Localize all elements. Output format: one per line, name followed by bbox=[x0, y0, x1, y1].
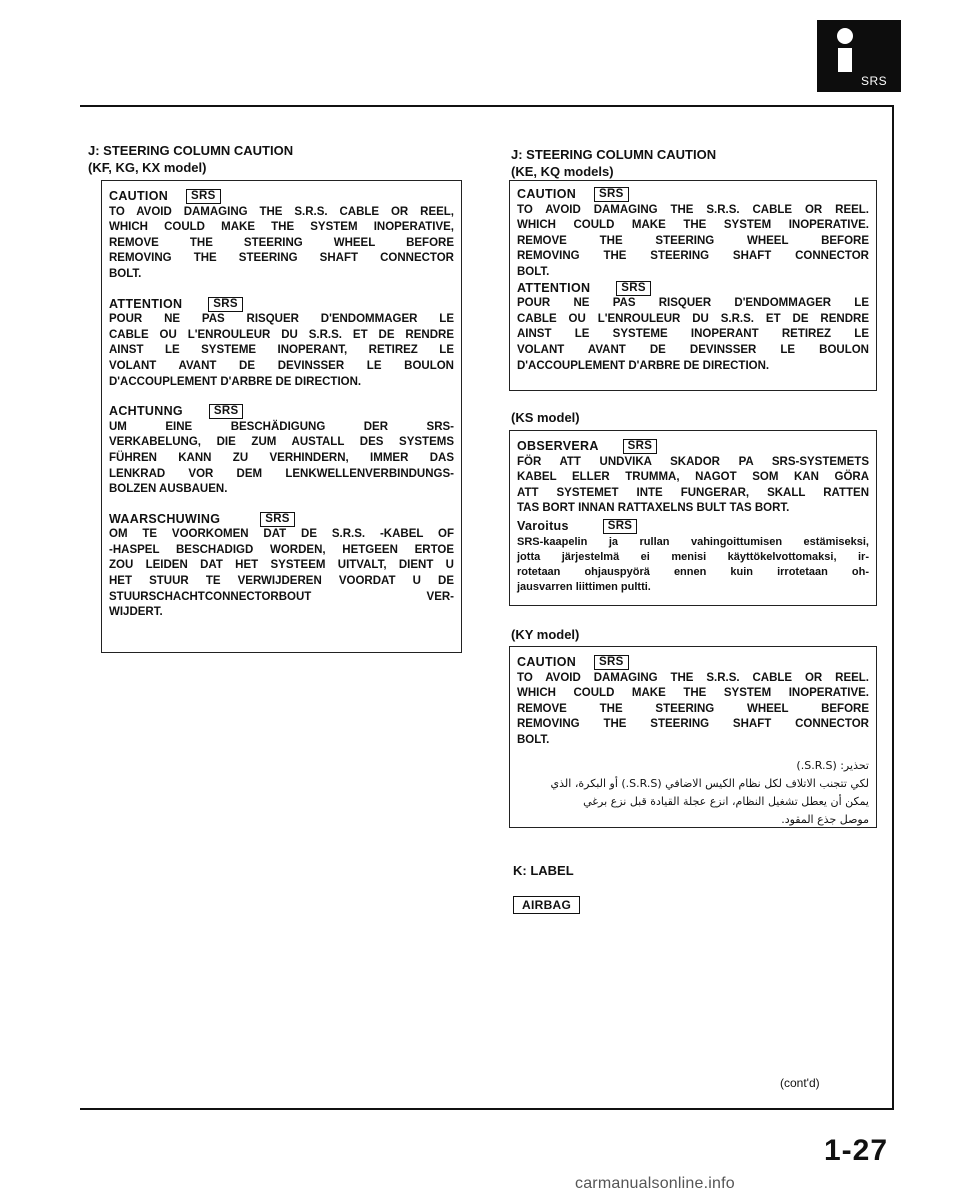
text-line: FÖR ATT UNDVIKA SKADOR PA SRS-SYSTEMETS bbox=[517, 455, 869, 468]
text-line: D'ACCOUPLEMENT D'ARBRE DE DIRECTION. bbox=[109, 375, 362, 388]
text-line: VOLANT AVANT DE DEVINSSER LE BOULON bbox=[109, 359, 454, 372]
top-rule bbox=[80, 105, 893, 107]
srs-section-badge bbox=[817, 20, 901, 92]
text-line: FÜHREN KANN ZU VERHINDERN, IMMER DAS bbox=[109, 451, 454, 464]
label-section-heading: K: LABEL bbox=[513, 863, 574, 878]
ky-model-heading: (KY model) bbox=[511, 627, 580, 642]
text-line: WIJDERT. bbox=[109, 606, 163, 619]
srs-tag: SRS bbox=[260, 512, 295, 527]
text-line: REMOVE THE STEERING WHEEL BEFORE bbox=[109, 236, 454, 249]
heading-models: (KE, KQ models) bbox=[511, 164, 614, 179]
attention-label: ATTENTION bbox=[109, 296, 183, 311]
arabic-line: لكي تتجنب الاتلاف لكل نظام الكيس الاضافي (S.R.S.) أو البكرة، الذي bbox=[550, 776, 869, 790]
info-bar-icon bbox=[838, 48, 852, 72]
srs-tag: SRS bbox=[616, 281, 651, 296]
text-line: D'ACCOUPLEMENT D'ARBRE DE DIRECTION. bbox=[517, 359, 770, 372]
text-line: TO AVOID DAMAGING THE S.R.S. CABLE OR REEL, bbox=[109, 205, 454, 218]
text-line: REMOVING THE STEERING SHAFT CONNECTOR bbox=[517, 718, 869, 731]
watermark: carmanualsonline.info bbox=[575, 1175, 735, 1192]
arabic-line: يمكن أن يعطل تشغيل النظام، انزع عجلة القيادة قبل نزع برغي bbox=[583, 794, 869, 808]
text-line: WHICH COULD MAKE THE SYSTEM INOPERATIVE. bbox=[517, 687, 869, 700]
continued-note: (cont'd) bbox=[780, 1076, 820, 1090]
text-line: rotetaan ohjauspyörä ennen kuin irrotetaan oh- bbox=[517, 565, 869, 578]
attention-label-row bbox=[109, 297, 454, 313]
text-line: BOLT. bbox=[517, 265, 550, 278]
attention-label: ATTENTION bbox=[517, 280, 591, 295]
text-line: REMOVE THE STEERING WHEEL BEFORE bbox=[517, 234, 869, 247]
text-line: AINST LE SYSTEME INOPERANT RETIREZ LE bbox=[517, 328, 869, 341]
text-line: STUURSCHACHTCONNECTORBOUT VER- bbox=[109, 590, 454, 603]
ks-model-heading: (KS model) bbox=[511, 410, 580, 425]
text-line: jausvarren liittimen pultti. bbox=[517, 580, 651, 593]
waarschuwing-label-row bbox=[109, 512, 454, 528]
arabic-line: موصل جذع المقود. bbox=[781, 812, 869, 826]
achtung-label: ACHTUNNG bbox=[109, 404, 183, 419]
text-line: jotta järjestelmä ei menisi käyttökelvottomaksi, ir- bbox=[517, 550, 869, 563]
text-line: SRS-kaapelin ja rullan vahingoittumisen estämiseksi, bbox=[517, 535, 869, 548]
text-line: -HASPEL BESCHADIGD WORDEN, HETGEEN ERTOE bbox=[109, 543, 454, 556]
text-line: AINST LE SYSTEME INOPERANT, RETIREZ LE bbox=[109, 344, 454, 357]
text-line: OM TE VOORKOMEN DAT DE S.R.S. -KABEL OF bbox=[109, 528, 454, 541]
text-line: TO AVOID DAMAGING THE S.R.S. CABLE OR REEL. bbox=[517, 203, 869, 216]
text-line: TAS BORT INNAN RATTAXELNS BULT TAS BORT. bbox=[517, 502, 790, 515]
section-j-right-heading bbox=[511, 146, 716, 180]
srs-tag: SRS bbox=[594, 187, 629, 202]
text-line: UM EINE BESCHÄDIGUNG DER SRS- bbox=[109, 420, 454, 433]
caution-box-ks bbox=[509, 430, 877, 606]
text-line: REMOVING THE STEERING SHAFT CONNECTOR bbox=[517, 250, 869, 263]
srs-tag: SRS bbox=[603, 519, 638, 534]
caution-label-row bbox=[109, 189, 454, 205]
text-line: HET STUUR TE VERWIJDEREN VOORDAT U DE bbox=[109, 575, 454, 588]
heading-models: (KF, KG, KX model) bbox=[88, 160, 207, 175]
text-line: LENKRAD VOR DEM LENKWELLENVERBINDUNGS- bbox=[109, 467, 454, 480]
text-line: CABLE OU L'ENROULEUR DU S.R.S. ET DE RENDRE bbox=[109, 328, 454, 341]
arabic-line: تحذير: (S.R.S.) bbox=[796, 758, 869, 772]
waarschuwing-label: WAARSCHUWING bbox=[109, 511, 221, 526]
info-dot-icon bbox=[837, 28, 853, 44]
srs-tag: SRS bbox=[186, 189, 221, 204]
heading-title: J: STEERING COLUMN CAUTION bbox=[511, 147, 717, 162]
text-line: KABEL ELLER TRUMMA, NAGOT SOM KAN GÖRA bbox=[517, 471, 869, 484]
caution-box-ke-kq bbox=[509, 180, 877, 391]
text-line: REMOVING THE STEERING SHAFT CONNECTOR bbox=[109, 252, 454, 265]
observera-label: OBSERVERA bbox=[517, 439, 599, 453]
page-number: 1-27 bbox=[824, 1134, 889, 1167]
observera-label-row bbox=[517, 439, 869, 455]
arabic-caution bbox=[517, 757, 869, 829]
caution-label: CAUTION bbox=[517, 655, 577, 669]
heading-title: J: STEERING COLUMN CAUTION bbox=[88, 143, 294, 158]
text-line: BOLZEN AUSBAUEN. bbox=[109, 483, 228, 496]
achtung-label-row bbox=[109, 404, 454, 420]
right-rule bbox=[892, 105, 894, 1110]
text-line: BOLT. bbox=[517, 733, 550, 746]
text-line: ZOU LEIDEN DAT HET SYSTEEM UITVALT, DIENT U bbox=[109, 559, 454, 572]
text-line: VOLANT AVANT DE DEVINSSER LE BOULON bbox=[517, 343, 869, 356]
bottom-rule bbox=[80, 1108, 894, 1110]
text-line: WHICH COULD MAKE THE SYSTEM INOPERATIVE. bbox=[517, 219, 869, 232]
srs-tag: SRS bbox=[623, 439, 658, 454]
caution-label-row bbox=[517, 187, 869, 203]
text-line: POUR NE PAS RISQUER D'ENDOMMAGER LE bbox=[109, 313, 454, 326]
caution-label: CAUTION bbox=[517, 187, 577, 201]
text-line: VERKABELUNG, DIE ZUM AUSTALL DES SYSTEMS bbox=[109, 436, 454, 449]
srs-tag: SRS bbox=[208, 297, 243, 312]
section-j-left-heading bbox=[88, 142, 293, 176]
airbag-label-tag: AIRBAG bbox=[513, 896, 580, 914]
caution-label-row bbox=[517, 655, 869, 671]
text-line: BOLT. bbox=[109, 267, 142, 280]
varoitus-label-row bbox=[517, 519, 869, 535]
text-line: WHICH COULD MAKE THE SYSTEM INOPERATIVE, bbox=[109, 221, 454, 234]
text-line: POUR NE PAS RISQUER D'ENDOMMAGER LE bbox=[517, 297, 869, 310]
attention-label-row bbox=[517, 281, 869, 297]
srs-tag: SRS bbox=[209, 404, 244, 419]
caution-box-kf-kg-kx bbox=[101, 180, 462, 653]
text-line: ATT SYSTEMET INTE FUNGERAR, SKALL RATTEN bbox=[517, 486, 869, 499]
caution-box-ky bbox=[509, 646, 877, 828]
varoitus-label: Varoitus bbox=[517, 518, 569, 533]
caution-label: CAUTION bbox=[109, 189, 169, 203]
text-line: CABLE OU L'ENROULEUR DU S.R.S. ET DE RENDRE bbox=[517, 312, 869, 325]
badge-label: SRS bbox=[861, 74, 888, 88]
text-line: TO AVOID DAMAGING THE S.R.S. CABLE OR REEL. bbox=[517, 671, 869, 684]
text-line: REMOVE THE STEERING WHEEL BEFORE bbox=[517, 702, 869, 715]
srs-tag: SRS bbox=[594, 655, 629, 670]
